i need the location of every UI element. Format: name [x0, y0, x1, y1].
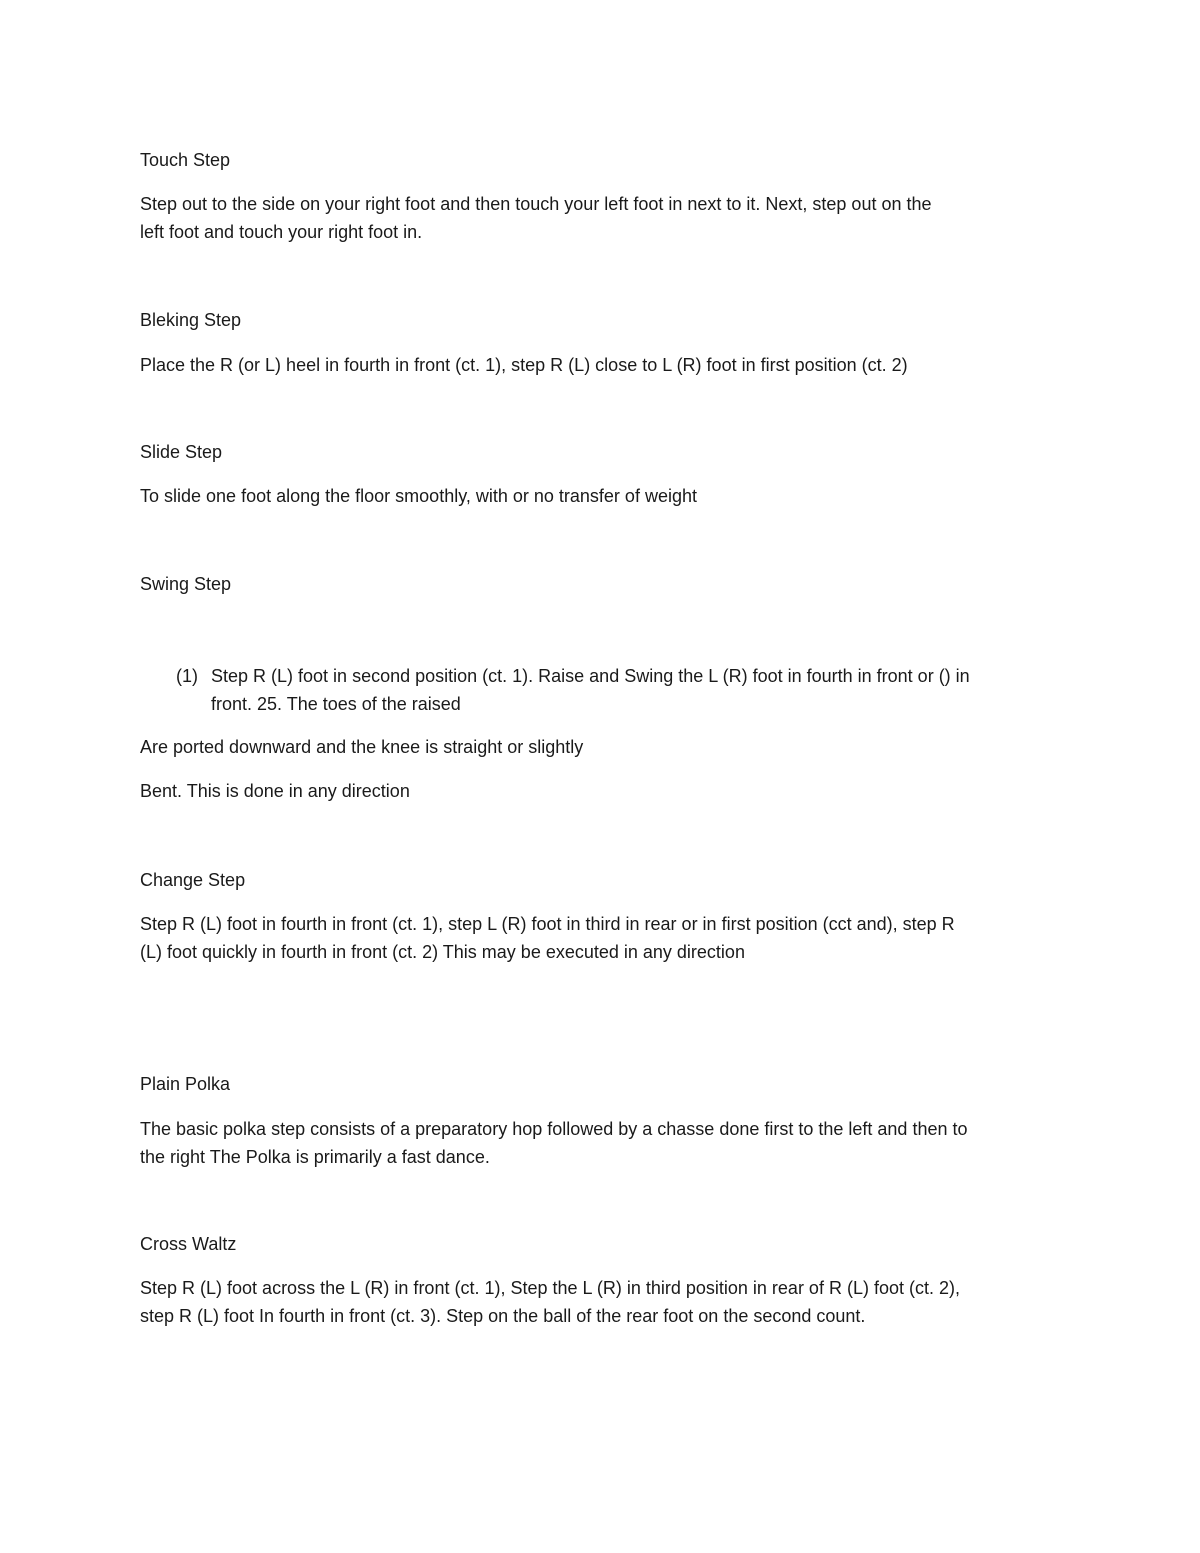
section-heading-swing-step: Swing Step [140, 574, 232, 594]
section-heading-cross-waltz: Cross Waltz [140, 1234, 237, 1254]
section-body-line: Bent. This is done in any direction [140, 781, 410, 801]
section-body-line: (L) foot quickly in fourth in front (ct. 2) This may be executed in any direction [140, 942, 745, 962]
section-body-line: Place the R (or L) heel in fourth in front (ct. 1), step R (L) close to L (R) foot in first position (ct. 2) [140, 355, 908, 375]
list-item-line: front. 25. The toes of the raised [211, 694, 461, 714]
list-item-line: Step R (L) foot in second position (ct. 1). Raise and Swing the L (R) foot in fourth in front or () in [211, 666, 970, 686]
section-body-line: The basic polka step consists of a preparatory hop followed by a chasse done first to the left and then to [140, 1119, 968, 1139]
section-body-line: step R (L) foot In fourth in front (ct. 3). Step on the ball of the rear foot on the second count. [140, 1306, 866, 1326]
section-heading-touch-step: Touch Step [140, 150, 231, 170]
section-body-line: the right The Polka is primarily a fast dance. [140, 1147, 490, 1167]
section-body-line: To slide one foot along the floor smoothly, with or no transfer of weight [140, 486, 697, 506]
section-body-line: Step out to the side on your right foot and then touch your left foot in next to it. Next, step out on the [140, 194, 932, 214]
section-body-line: Are ported downward and the knee is straight or slightly [140, 737, 584, 757]
section-heading-plain-polka: Plain Polka [140, 1074, 231, 1094]
section-heading-change-step: Change Step [140, 870, 246, 890]
section-body-line: Step R (L) foot in fourth in front (ct. 1), step L (R) foot in third in rear or in first position (cct and), step R [140, 914, 955, 934]
list-marker: (1) [176, 666, 198, 686]
section-body-line: Step R (L) foot across the L (R) in front (ct. 1), Step the L (R) in third position in rear of R (L) foot (ct. 2), [140, 1278, 960, 1298]
section-heading-slide-step: Slide Step [140, 442, 223, 462]
section-body-line: left foot and touch your right foot in. [140, 222, 423, 242]
section-heading-bleking-step: Bleking Step [140, 310, 242, 330]
